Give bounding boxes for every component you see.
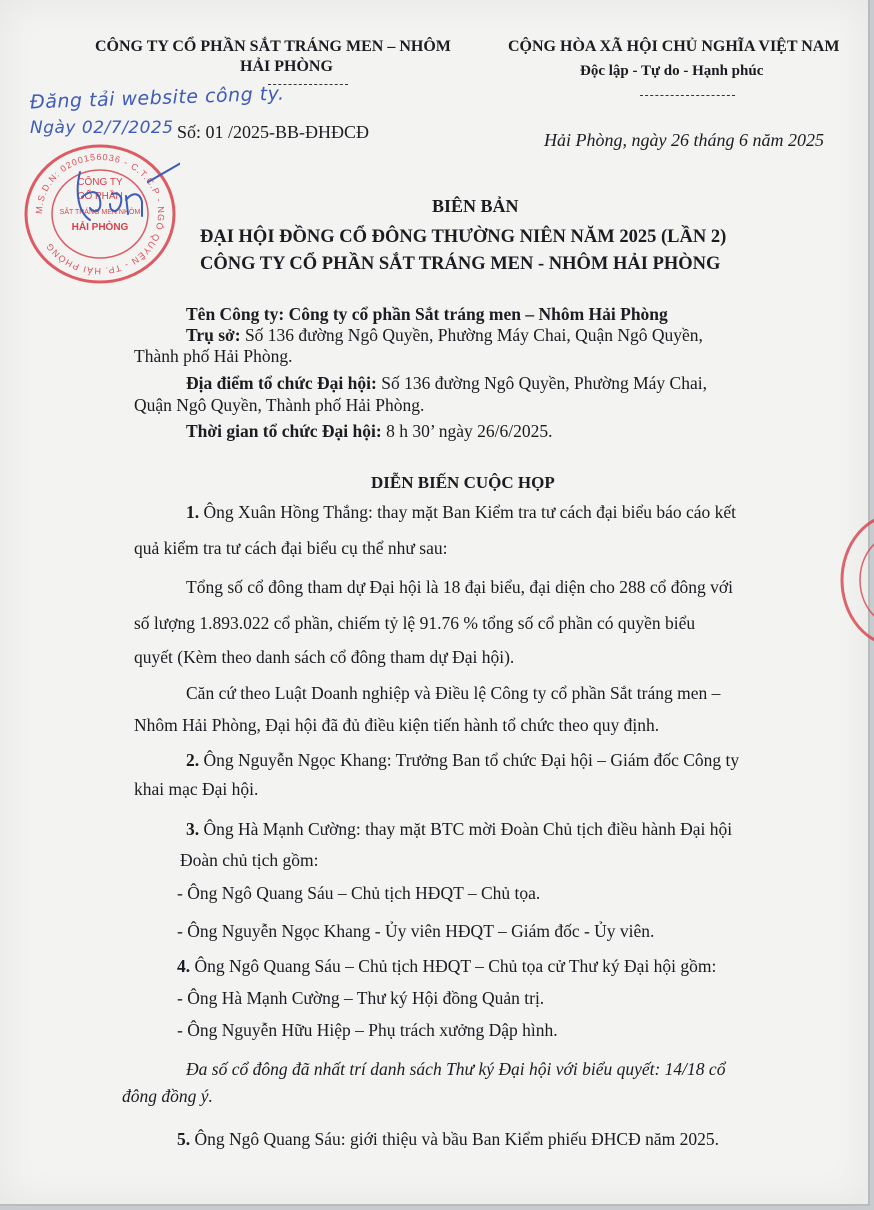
national-title: CỘNG HÒA XÃ HỘI CHỦ NGHĨA VIỆT NAM xyxy=(508,38,840,55)
legal-basis-line1: Căn cứ theo Luật Doanh nghiệp và Điều lệ Công ty cổ phần Sắt tráng men – xyxy=(186,683,721,703)
company-title: CÔNG TY CỔ PHẦN SẮT TRÁNG MEN - NHÔM HẢI PHÒNG xyxy=(200,254,721,274)
secretary-member-1: - Ông Hà Mạnh Cường – Thư ký Hội đồng Quản trị. xyxy=(177,988,545,1008)
venue-label: Địa điểm tổ chức Đại hội: xyxy=(186,373,377,393)
stamp-ring-text: M.S.D.N: 0200156036 - C.T.C.P - NGÔ QUYỀN - TP. HẢI PHÒNG xyxy=(33,151,167,277)
company-label: Tên Công ty: xyxy=(186,304,285,324)
stamp-center-line2: CỔ PHẦN xyxy=(77,191,123,202)
item-3-text: Ông Hà Mạnh Cường: thay mặt BTC mời Đoàn Chủ tịch điều hành Đại hội xyxy=(203,819,733,839)
stamp-center-line3: SẮT TRÁNG MEN NHÔM xyxy=(59,209,141,216)
item-3-number: 3. xyxy=(186,819,200,839)
item-2-text: Ông Nguyễn Ngọc Khang: Trưởng Ban tổ chức Đại hội – Giám đốc Công ty xyxy=(203,750,740,770)
presidium-member-2: - Ông Nguyễn Ngọc Khang - Ủy viên HĐQT – Giám đốc - Ủy viên. xyxy=(177,921,655,941)
meeting-title: ĐẠI HỘI ĐỒNG CỔ ĐÔNG THƯỜNG NIÊN NĂM 2025 (LẦN 2) xyxy=(200,227,727,247)
national-motto: Độc lập - Tự do - Hạnh phúc xyxy=(580,63,764,79)
attendance-line3: quyết (Kèm theo danh sách cổ đông tham dự Đại hội). xyxy=(134,647,515,667)
document-title: BIÊN BẢN xyxy=(432,196,519,216)
item-1-line2: quả kiểm tra tư cách đại biểu cụ thể như sau: xyxy=(134,538,448,558)
item-2-number: 2. xyxy=(186,750,200,770)
item-4-text: Ông Ngô Quang Sáu – Chủ tịch HĐQT – Chủ tọa cử Thư ký Đại hội gồm: xyxy=(194,956,717,976)
hq-label: Trụ sở: xyxy=(186,325,241,345)
item-5-text: Ông Ngô Quang Sáu: giới thiệu và bầu Ban Kiểm phiếu ĐHCĐ năm 2025. xyxy=(194,1129,719,1149)
edge-seal-stamp xyxy=(836,510,874,650)
hq-value-1: Số 136 đường Ngô Quyền, Phường Máy Chai, Quận Ngô Quyền, xyxy=(244,325,703,345)
stamp-center-line4: HẢI PHÒNG xyxy=(71,222,129,233)
venue-value-2: Quận Ngô Quyền, Thành phố Hải Phòng. xyxy=(134,395,425,415)
hq-value-2: Thành phố Hải Phòng. xyxy=(134,346,293,366)
item-5-number: 5. xyxy=(177,1129,191,1149)
place-and-date: Hải Phòng, ngày 26 tháng 6 năm 2025 xyxy=(544,130,824,150)
vote-result-line2: đông đồng ý. xyxy=(122,1086,213,1106)
time-label: Thời gian tổ chức Đại hội: xyxy=(186,421,382,441)
time-line xyxy=(186,418,552,444)
company-name-header: CÔNG TY CỔ PHẦN SẮT TRÁNG MEN – NHÔM xyxy=(95,38,451,55)
item-1-text: Ông Xuân Hồng Thắng: thay mặt Ban Kiểm tra tư cách đại biểu báo cáo kết xyxy=(203,502,737,522)
company-value: Công ty cổ phần Sắt tráng men – Nhôm Hải Phòng xyxy=(288,304,668,324)
presidium-member-1: - Ông Ngô Quang Sáu – Chủ tịch HĐQT – Chủ tọa. xyxy=(177,883,541,903)
item-5-line1 xyxy=(177,1126,719,1152)
item-4-line1 xyxy=(177,953,716,979)
vote-result-line1: Đa số cổ đông đã nhất trí danh sách Thư ký Đại hội với biểu quyết: 14/18 cổ xyxy=(186,1059,726,1079)
item-3-line1 xyxy=(186,816,732,842)
attendance-line2: số lượng 1.893.022 cổ phần, chiếm tỷ lệ 91.76 % tổng số cổ phần có quyền biểu xyxy=(134,613,696,633)
item-1-line1 xyxy=(186,499,736,525)
item-1-number: 1. xyxy=(186,502,200,522)
edge-stamp-graphic xyxy=(836,510,874,650)
secretary-member-2: - Ông Nguyễn Hữu Hiệp – Phụ trách xưởng Dập hình. xyxy=(177,1020,558,1040)
document-number: Số: 01 /2025-BB-ĐHĐCĐ xyxy=(177,122,370,142)
company-seal-stamp xyxy=(20,142,180,287)
header-right-rule xyxy=(640,95,735,96)
presidium-heading: Đoàn chủ tịch gồm: xyxy=(180,850,319,870)
section-title: DIỄN BIẾN CUỘC HỌP xyxy=(371,473,555,492)
legal-basis-line2: Nhôm Hải Phòng, Đại hội đã đủ điều kiện tiến hành tổ chức theo quy định. xyxy=(134,715,660,735)
stamp-graphic xyxy=(20,142,180,287)
handwritten-date: Ngày 02/7/2025 xyxy=(30,118,174,138)
company-city-header: HẢI PHÒNG xyxy=(240,58,333,75)
venue-value-1: Số 136 đường Ngô Quyền, Phường Máy Chai, xyxy=(381,373,707,393)
attendance-line1: Tổng số cổ đông tham dự Đại hội là 18 đại biểu, đại diện cho 288 cổ đông với xyxy=(186,577,734,597)
item-2-line1 xyxy=(186,747,739,773)
item-2-line2: khai mạc Đại hội. xyxy=(134,779,259,799)
stamp-center-line1: CÔNG TY xyxy=(77,177,123,188)
item-4-number: 4. xyxy=(177,956,191,976)
handwritten-note-line1: Đăng tải website công ty. xyxy=(29,82,285,114)
time-value: 8 h 30’ ngày 26/6/2025. xyxy=(386,421,553,441)
